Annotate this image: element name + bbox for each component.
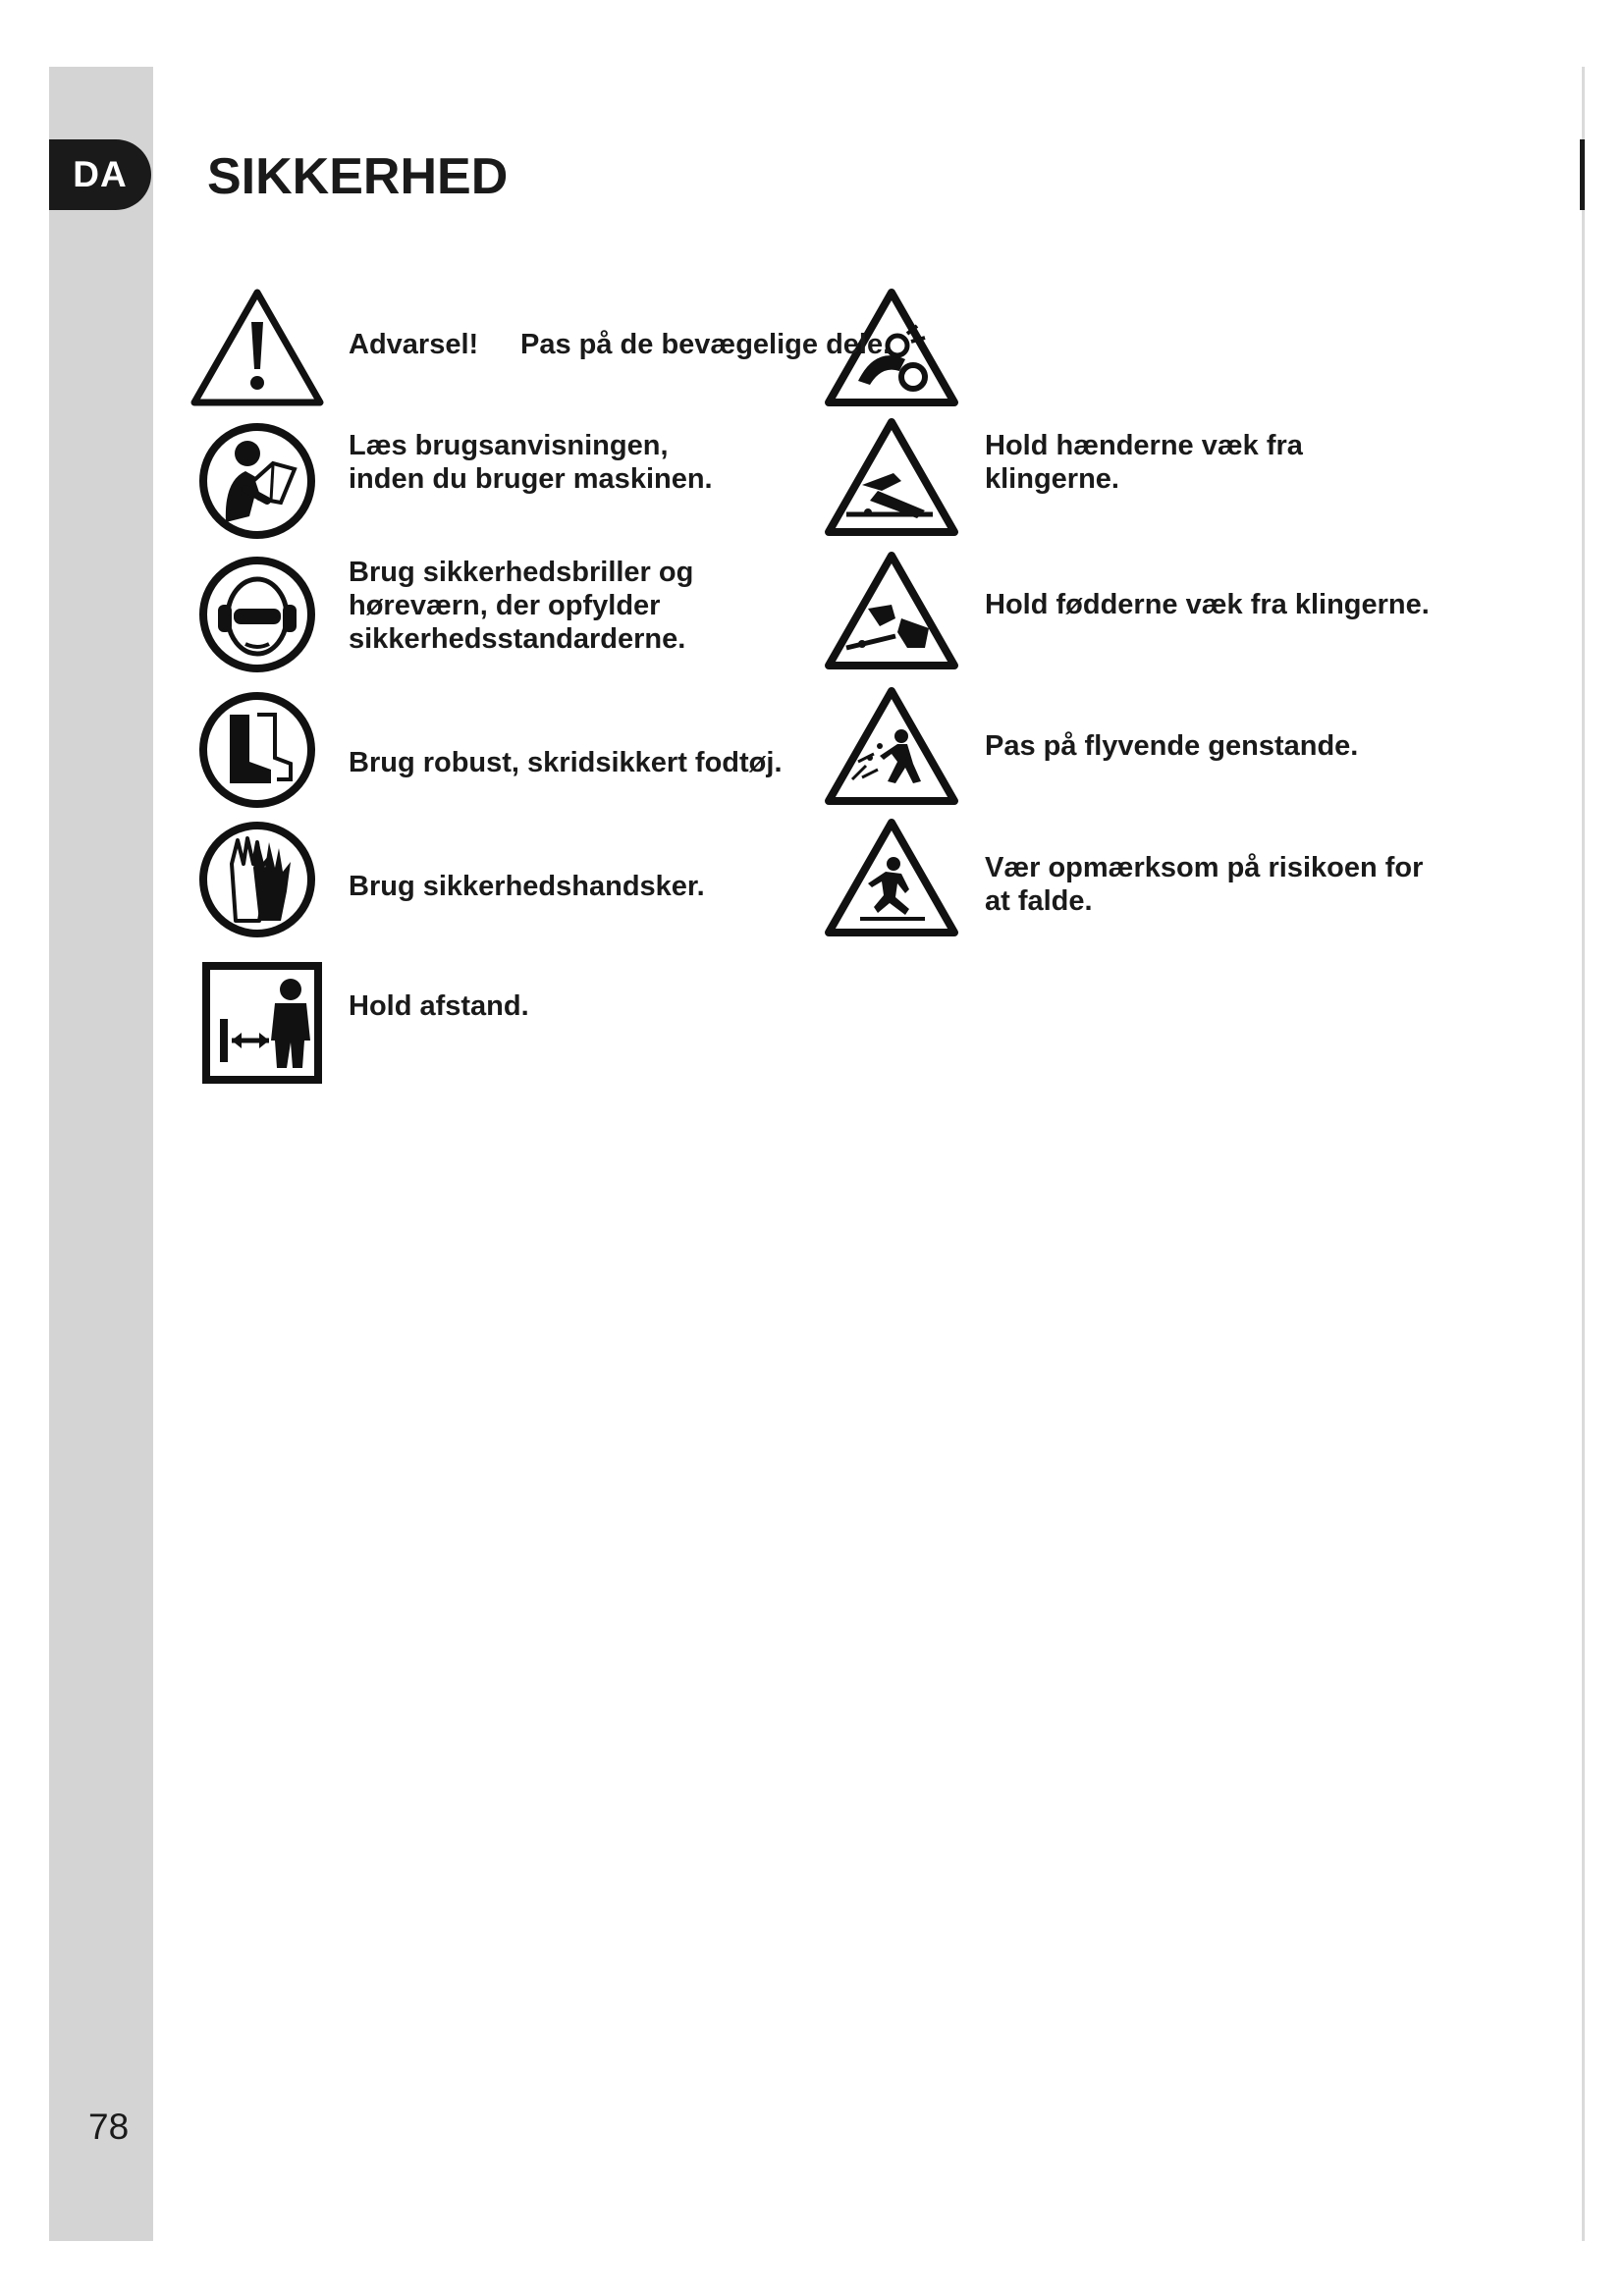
label-line: Pas på de bevægelige dele. [520, 329, 892, 360]
label-line: Hold hænderne væk fra [985, 430, 1303, 461]
label-safety-gloves [349, 870, 705, 903]
label-hand-blade [985, 429, 1303, 496]
label-line: Brug sikkerhedshandsker. [349, 871, 705, 902]
label-line: klingerne. [985, 463, 1119, 495]
label-eye-ear-protection [349, 556, 693, 656]
fall-risk-icon [823, 817, 960, 938]
label-keep-distance [349, 989, 529, 1023]
language-tab: DA [49, 139, 151, 210]
label-line: Vær opmærksom på risikoen for [985, 852, 1424, 883]
safety-gloves-icon [189, 819, 326, 940]
label-line: Brug robust, skridsikkert fodtøj. [349, 747, 783, 778]
label-fall-risk [985, 851, 1423, 918]
label-line: Hold fødderne væk fra klingerne. [985, 589, 1430, 620]
hand-blade-icon [823, 416, 960, 538]
label-line: Læs brugsanvisningen, [349, 430, 669, 461]
label-line: sikkerhedsstandarderne. [349, 623, 686, 655]
label-safety-boots [349, 746, 783, 779]
page-title: SIKKERHED [207, 148, 509, 205]
page-number: 78 [88, 2107, 130, 2147]
eye-ear-protection-icon [189, 554, 326, 675]
label-moving-parts [520, 328, 891, 361]
right-edge-mark [1580, 139, 1585, 210]
label-line: Brug sikkerhedsbriller og [349, 557, 694, 588]
label-foot-blade [985, 588, 1430, 621]
label-line: høreværn, der opfylder [349, 590, 661, 621]
warning-triangle-icon [189, 287, 326, 408]
label-line: Pas på flyvende genstande. [985, 730, 1359, 762]
right-rule [1582, 67, 1585, 2241]
label-line: inden du bruger maskinen. [349, 463, 713, 495]
read-manual-icon [189, 420, 326, 542]
label-warning [349, 328, 478, 361]
label-read-manual [349, 429, 713, 496]
keep-distance-icon [189, 962, 326, 1084]
flying-objects-icon [823, 685, 960, 807]
label-line: Hold afstand. [349, 990, 529, 1022]
label-line: at falde. [985, 885, 1093, 917]
side-band [49, 67, 153, 2241]
label-line: Advarsel! [349, 329, 479, 360]
foot-blade-icon [823, 550, 960, 671]
label-flying-objects [985, 729, 1358, 763]
safety-boots-icon [189, 689, 326, 811]
